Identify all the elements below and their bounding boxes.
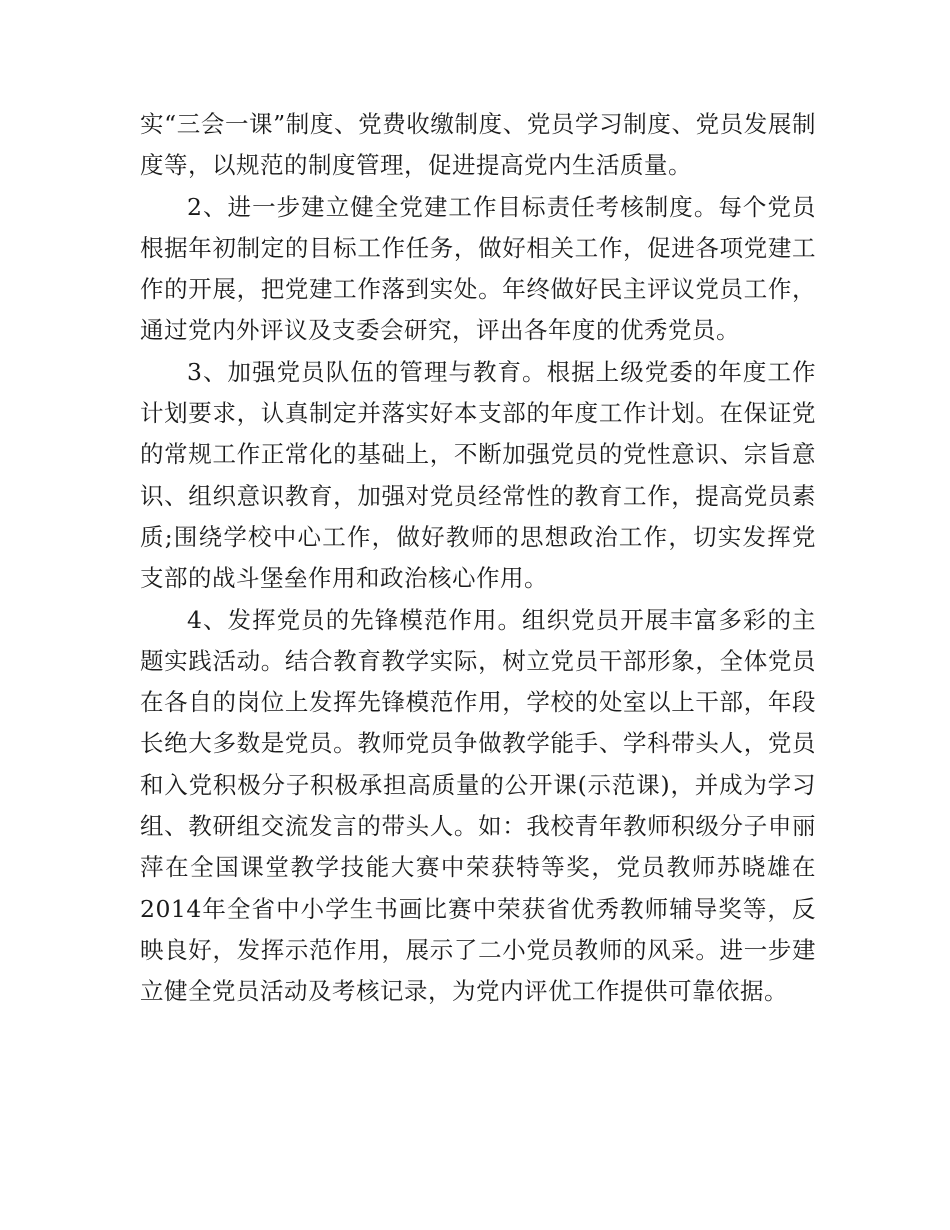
paragraph-continuation: 实“三会一课”制度、党费收缴制度、党员学习制度、党员发展制度等，以规范的制度管理，促进提高党内生活质量。: [140, 110, 816, 180]
paragraph-item-4: 4、发挥党员的先锋模范作用。组织党员开展丰富多彩的主题实践活动。结合教育教学实际，树立党员干部形象，全体党员在各自的岗位上发挥先锋模范作用，学校的处室以上干部，年段长绝大多数是党员。教师党员争做教学能手、学科带头人，党员和入党积极分子积极承担高质量的公开课(示范课)，并成为学习组、教研组交流发言的带头人。如：我校青年教师积级分子申丽萍在全国课堂教学技能大赛中荣获特等奖，党员教师苏晓雄在2014年全省中小学生书画比赛中荣获省优秀教师辅导奖等，反映良好，发挥示范作用，展示了二小党员教师的风采。进一步建立健全党员活动及考核记录，为党内评优工作提供可靠依据。: [140, 605, 816, 1006]
paragraph-item-2: 2、进一步建立健全党建工作目标责任考核制度。每个党员根据年初制定的目标工作任务，做好相关工作，促进各项党建工作的开展，把党建工作落到实处。年终做好民主评议党员工作，通过党内外评议及支委会研究，评出各年度的优秀党员。: [140, 192, 816, 345]
paragraph-item-3: 3、加强党员队伍的管理与教育。根据上级党委的年度工作计划要求，认真制定并落实好本支部的年度工作计划。在保证党的常规工作正常化的基础上，不断加强党员的党性意识、宗旨意识、组织意识教育，加强对党员经常性的教育工作，提高党员素质;围绕学校中心工作，做好教师的思想政治工作，切实发挥党支部的战斗堡垒作用和政治核心作用。: [140, 357, 816, 593]
document-body: [140, 104, 816, 1013]
